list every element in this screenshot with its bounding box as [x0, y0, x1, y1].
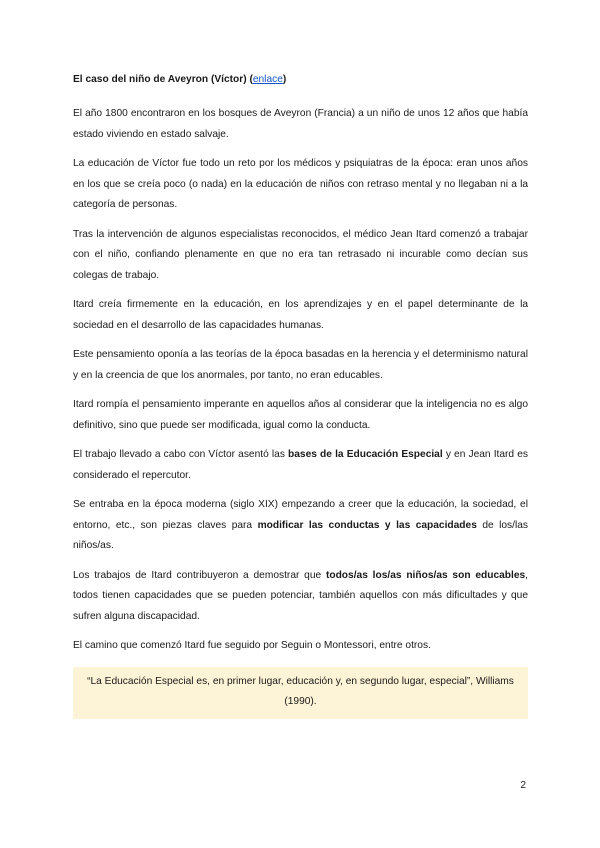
paragraph-9-text-a: Los trabajos de Itard contribuyeron a demostrar que	[73, 569, 326, 581]
quote-text: “La Educación Especial es, en primer lugar, educación y, en segundo lugar, especial”, Williams (1990).	[87, 675, 514, 707]
paragraph-8-bold: modificar las conductas y las capacidades	[257, 519, 477, 531]
paragraph-8-text-c: de los/las niños/as.	[73, 519, 528, 551]
paragraph-10: El camino que comenzó Itard fue seguido por Seguin o Montessori, entre otros.	[73, 640, 431, 651]
paragraph-3: Tras la intervención de algunos especialistas reconocidos, el médico Jean Itard comenzó a trabajar con el niño, confiando plenamente en que no era tan retrasado ni incurable como decían sus colegas de trabajo.	[73, 228, 528, 281]
paragraph-4: Itard creía firmemente en la educación, en los aprendizajes y en el papel determinante de la sociedad en el desarrollo de las capacidades humanas.	[73, 299, 528, 331]
paragraph-7	[73, 445, 528, 486]
page-number: 2	[520, 780, 526, 791]
section-heading	[73, 70, 528, 90]
paragraph-1: El año 1800 encontraron en los bosques de Aveyron (Francia) a un niño de unos 12 años que había estado viviendo en estado salvaje.	[73, 108, 528, 140]
paragraph-5: Este pensamiento oponía a las teorías de la época basadas en la herencia y el determinismo natural y en la creencia de que los anormales, por tanto, no eran educables.	[73, 349, 528, 381]
paragraph-7-bold: bases de la Educación Especial	[288, 449, 443, 460]
paragraph-7-text-c: y en Jean Itard es considerado el repercutor.	[73, 449, 528, 481]
section-heading-title: El caso del niño de Aveyron (Víctor)	[73, 74, 247, 85]
paragraph-9-bold: todos/as los/as niños/as son educables	[325, 569, 526, 581]
page-content	[73, 70, 528, 719]
heading-paren-open: (	[246, 74, 253, 85]
heading-paren-close: )	[282, 74, 287, 85]
paragraph-9	[73, 566, 528, 628]
paragraph-9-text-c: , todos tienen capacidades que se pueden potenciar, también aquellos con más dificultades y que sufren alguna discapacidad.	[73, 569, 529, 622]
paragraph-6: Itard rompía el pensamiento imperante en aquellos años al considerar que la inteligencia no es algo definitivo, sino que puede ser modificada, igual como la conducta.	[73, 399, 528, 431]
paragraph-8-text-a: Se entraba en la época moderna (siglo XIX) empezando a creer que la educación, la sociedad, el entorno, etc., son piezas claves para	[73, 499, 528, 531]
quote-box	[73, 667, 528, 719]
paragraph-7-text-a: El trabajo llevado a cabo con Víctor asentó las	[73, 449, 289, 460]
paragraph-8	[73, 495, 528, 557]
paragraph-2: La educación de Víctor fue todo un reto por los médicos y psiquiatras de la época: eran unos años en los que se creía poco (o nada) en la educación de niños con retraso mental y no llegaban ni a la categoría de personas.	[73, 158, 528, 210]
enlace-link[interactable]: enlace	[252, 74, 283, 85]
